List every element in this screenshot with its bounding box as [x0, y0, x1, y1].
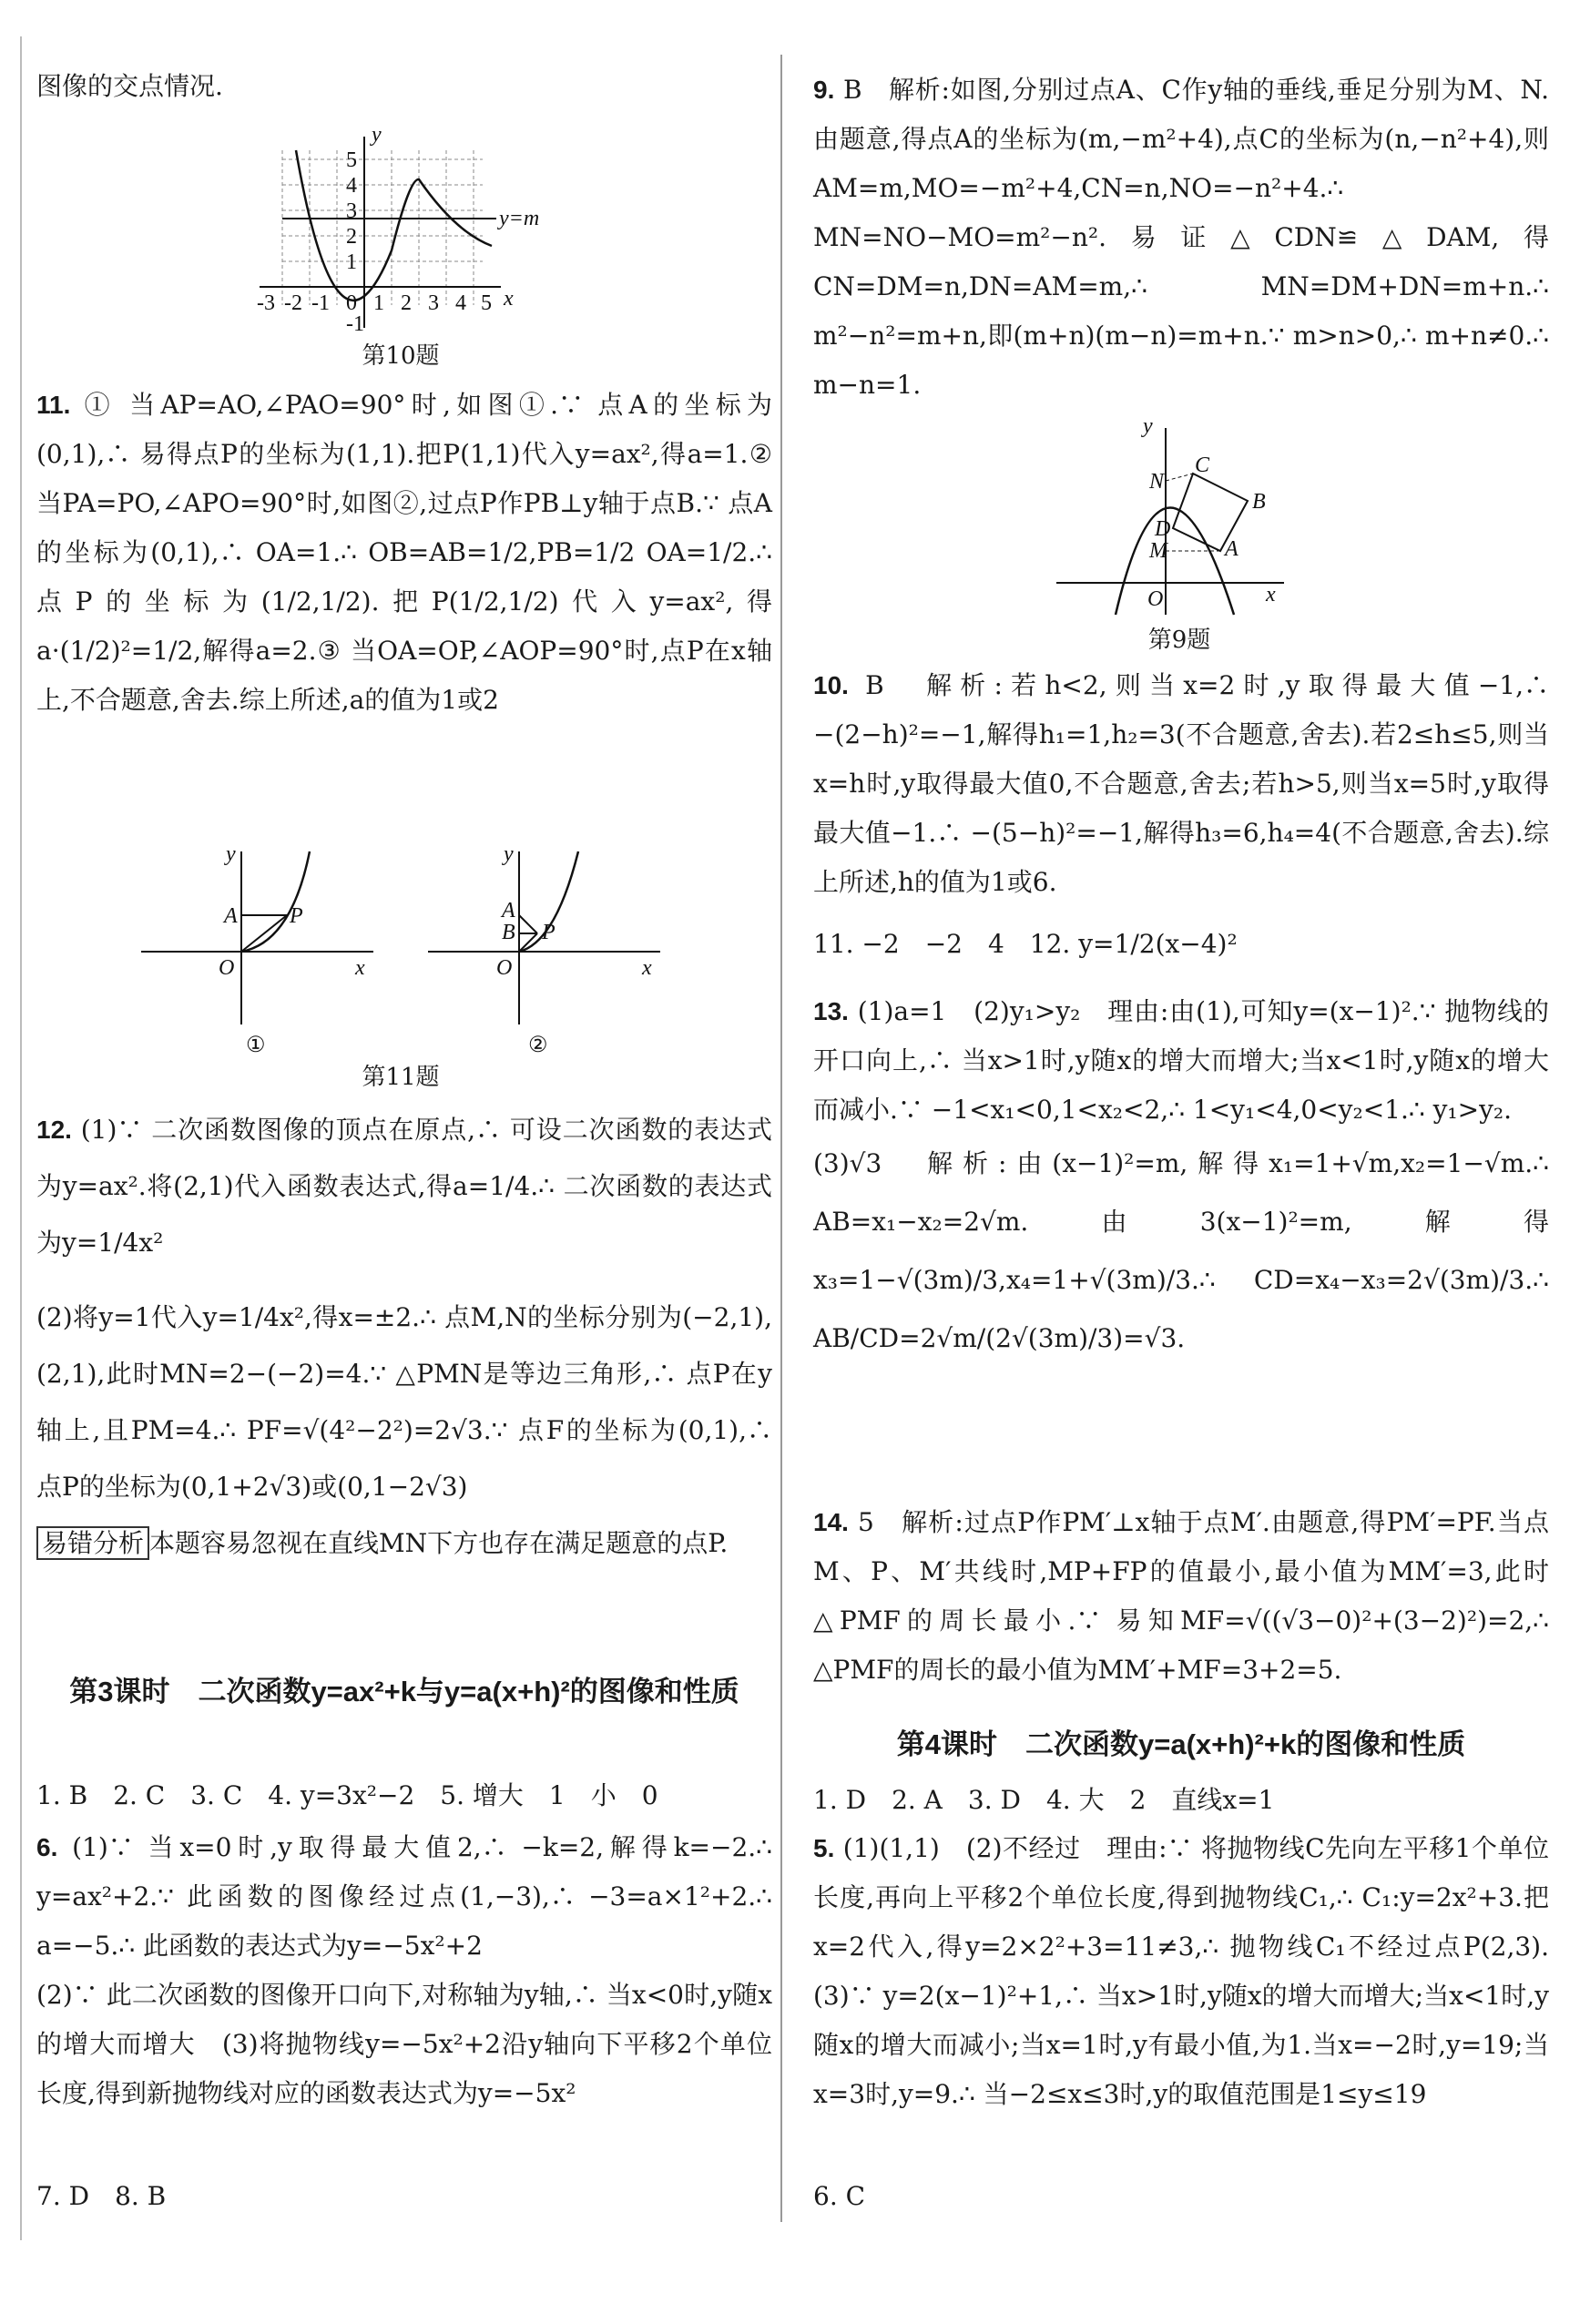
- svg-text:D: D: [1155, 517, 1171, 541]
- svg-text:4: 4: [455, 291, 466, 315]
- svg-text:B: B: [502, 921, 515, 944]
- svg-text:4: 4: [346, 174, 357, 198]
- figure-10-caption: 第10题: [362, 342, 440, 370]
- svg-text:A: A: [1225, 537, 1239, 561]
- error-analysis-text: 本题容易忽视在直线MN下方也存在满足题意的点P.: [149, 1528, 729, 1558]
- svg-text:x: x: [504, 287, 514, 311]
- question-6-part2: (2)∵ 此二次函数的图像开口向下,对称轴为y轴,∴ 当x<0时,y随x的增大而增大 (3)将抛物线y=−5x²+2沿y轴向下平移2个单位长度,得到新抛物线对应的函数表达式为y=−5x²: [36, 1980, 772, 2108]
- question-12-part2: (2)将y=1代入y=1/4x²,得x=±2.∴ 点M,N的坐标分别为(−2,1),(2,1),此时MN=2−(−2)=4.∵ △PMN是等边三角形,∴ 点P在y轴上,且PM=4.∴ PF=√(4²−2²)=2√3.∵ 点F的坐标为(0,1),∴ 点P的坐标为(0,1+2√3)或(0,1−2√3): [36, 1302, 772, 1502]
- intro-text: 图像的交点情况.: [36, 71, 223, 101]
- question-5: [813, 1824, 1575, 2119]
- question-11-answer: ① 当AP=AO,∠PAO=90°时,如图①.∵ 点A的坐标为(0,1),∴ 易得点P的坐标为(1,1).把P(1,1)代入y=ax²,得a=1.② 当PA=PO,∠APO=90°时,如图②,过点P作PB⊥y轴于点B.∵ 点A的坐标为(0,1),∴ OA=1.∴ OB=AB=1/2,PB=1/2 OA=1/2.∴ 点P的坐标为(1/2,1/2).把P(1/2,1/2)代入y=ax²,得a·(1/2)²=1/2,解得a=2.③ 当OA=OP,∠AOP=90°时,点P在x轴上,不合题意,舍去.综上所述,a的值为1或2: [36, 390, 773, 715]
- svg-text:0: 0: [346, 291, 357, 315]
- svg-text:y: y: [372, 123, 382, 147]
- svg-text:2: 2: [401, 291, 412, 315]
- svg-text:-1: -1: [311, 291, 330, 315]
- question-6-part1: (1)∵ 当x=0时,y取得最大值2,∴ −k=2,解得k=−2.∴ y=ax²+2.∵ 此函数的图像经过点(1,−3),∴ −3=a×1²+2.∴ a=−5.∴ 此函数的表达式为y=−5x²+2: [36, 1832, 772, 1961]
- question-number: 10.: [813, 671, 849, 699]
- question-number: 14.: [813, 1508, 849, 1536]
- svg-text:A: A: [224, 904, 238, 928]
- section-heading-lesson-3: 第3课时 二次函数y=ax²+k与y=a(x+h)²的图像和性质: [69, 1676, 739, 1707]
- svg-text:C: C: [1195, 454, 1210, 477]
- column-divider: [780, 55, 782, 2222]
- svg-text:O: O: [496, 956, 513, 980]
- figure-11: [127, 842, 674, 1061]
- question-6: [36, 1823, 772, 2118]
- question-number: 13.: [813, 997, 849, 1025]
- svg-text:1: 1: [373, 291, 384, 315]
- question-10: [813, 661, 1549, 907]
- svg-text:O: O: [219, 956, 235, 980]
- svg-text:P: P: [542, 921, 556, 944]
- question-number: 5.: [813, 1834, 835, 1862]
- svg-text:x: x: [1266, 583, 1276, 606]
- section-heading-lesson-4: 第4课时 二次函数y=a(x+h)²+k的图像和性质: [896, 1728, 1466, 1760]
- figure-9: [1047, 419, 1302, 619]
- svg-text:x: x: [355, 956, 365, 980]
- svg-text:y: y: [1143, 419, 1153, 438]
- question-12-part1: (1)∵ 二次函数图像的顶点在原点,∴ 可设二次函数的表达式为y=ax².将(2,1)代入函数表达式,得a=1/4.∴ 二次函数的表达式为y=1/4x²: [36, 1115, 772, 1258]
- svg-text:B: B: [1252, 490, 1266, 514]
- question-9: [813, 66, 1549, 410]
- page-margin-rule: [20, 36, 22, 2240]
- question-5-answer: (1)(1,1) (2)不经过 理由:∵ 将抛物线C先向左平移1个单位长度,再向上平移2个单位长度,得到抛物线C₁,∴ C₁:y=2x²+3.把x=2代入,得y=2×2²+3=11≠3,∴ 抛物线C₁不经过点P(2,3). (3)∵ y=2(x−1)²+1,∴ 当x>1时,y随x的增大而增大;当x<1时,y随x的增大而减小;当x=1时,y有最小值,为1.当x=−2时,y=19;当x=3时,y=9.∴ 当−2≤x≤3时,y的取值范围是1≤y≤19: [813, 1833, 1575, 2109]
- svg-text:5: 5: [346, 148, 357, 172]
- question-14: [813, 1498, 1549, 1695]
- svg-text:O: O: [1147, 587, 1164, 611]
- question-number: 11.: [36, 391, 71, 419]
- question-number: 6.: [36, 1833, 58, 1861]
- question-14-answer: 5 解析:过点P作PM′⊥x轴于点M′.由题意,得PM′=PF.当点M、P、M′共线时,MP+FP的值最小,最小值为MM′=3,此时△PMF的周长最小.∵ 易知MF=√((√3−0)²+(3−2)²)=2,∴ △PMF的周长的最小值为MM′+MF=3+2=5.: [813, 1507, 1549, 1685]
- svg-text:2: 2: [346, 225, 357, 249]
- svg-text:3: 3: [428, 291, 439, 315]
- answers-1-5: 1. B 2. C 3. C 4. y=3x²−2 5. 增大 1 小 0: [36, 1780, 658, 1810]
- svg-text:N: N: [1149, 470, 1165, 494]
- svg-text:3: 3: [346, 199, 357, 223]
- svg-text:M: M: [1149, 539, 1167, 563]
- figure-11-caption: 第11题: [362, 1064, 440, 1091]
- svg-text:1: 1: [346, 250, 357, 274]
- svg-text:A: A: [502, 899, 515, 922]
- svg-text:-3: -3: [257, 291, 275, 315]
- question-13-part1-2: (1)a=1 (2)y₁>y₂ 理由:由(1),可知y=(x−1)².∵ 抛物线的开口向上,∴ 当x>1时,y随x的增大而增大;当x<1时,y随x的增大而减小.∵ −1<x₁<0,1<x₂<2,∴ 1<y₁<4,0<y₂<1.∴ y₁>y₂.: [813, 996, 1549, 1125]
- svg-text:①: ①: [246, 1034, 266, 1057]
- svg-text:-1: -1: [346, 312, 364, 336]
- svg-text:y: y: [226, 842, 236, 866]
- answer-6: 6. C: [813, 2181, 866, 2211]
- svg-text:P: P: [290, 904, 303, 928]
- question-10-answer: B 解析:若h<2,则当x=2时,y取得最大值−1,∴ −(2−h)²=−1,解得h₁=1,h₂=3(不合题意,舍去).若2≤h≤5,则当x=h时,y取得最大值0,不合题意,舍去;若h>5,则当x=5时,y取得最大值−1.∴ −(5−h)²=−1,解得h₃=6,h₄=4(不合题意,舍去).综上所述,h的值为1或6.: [813, 670, 1549, 897]
- figure-9-caption: 第9题: [1147, 627, 1211, 654]
- svg-text:②: ②: [528, 1034, 548, 1057]
- question-9-answer: B 解析:如图,分别过点A、C作y轴的垂线,垂足分别为M、N.由题意,得点A的坐标为(m,−m²+4),点C的坐标为(n,−n²+4),则AM=m,MO=−m²+4,CN=n,NO=−n²+4.∴ MN=NO−MO=m²−n².易证△CDN≌△DAM,得CN=DM=n,DN=AM=m,∴ MN=DM+DN=m+n.∴ m²−n²=m+n,即(m+n)(m−n)=m+n.∵ m>n>0,∴ m+n≠0.∴ m−n=1.: [813, 75, 1549, 400]
- svg-text:y: y: [504, 842, 514, 866]
- answers-1-4: 1. D 2. A 3. D 4. 大 2 直线x=1: [813, 1785, 1275, 1815]
- question-12: [36, 1102, 772, 1572]
- question-13: [813, 987, 1549, 1368]
- question-number: 12.: [36, 1116, 72, 1144]
- question-13-part3: (3)√3 解析:由(x−1)²=m,解得x₁=1+√m,x₂=1−√m.∴ AB=x₁−x₂=2√m.由3(x−1)²=m,解得x₃=1−√(3m)/3,x₄=1+√(3m)/3.∴ CD=x₄−x₃=2√(3m)/3.∴ AB/CD=2√m/(2√(3m)/3)=√3.: [813, 1148, 1549, 1353]
- question-number: 9.: [813, 76, 835, 104]
- question-11: [36, 381, 772, 725]
- svg-text:x: x: [642, 956, 652, 980]
- figure-10: [255, 123, 583, 369]
- svg-text:y=m: y=m: [499, 207, 540, 230]
- svg-text:5: 5: [481, 291, 492, 315]
- answers-11-12: 11. −2 −2 4 12. y=1/2(x−4)²: [813, 929, 1238, 959]
- error-analysis-tag: 易错分析: [36, 1526, 149, 1560]
- svg-text:-2: -2: [284, 291, 302, 315]
- answers-7-8: 7. D 8. B: [36, 2181, 167, 2211]
